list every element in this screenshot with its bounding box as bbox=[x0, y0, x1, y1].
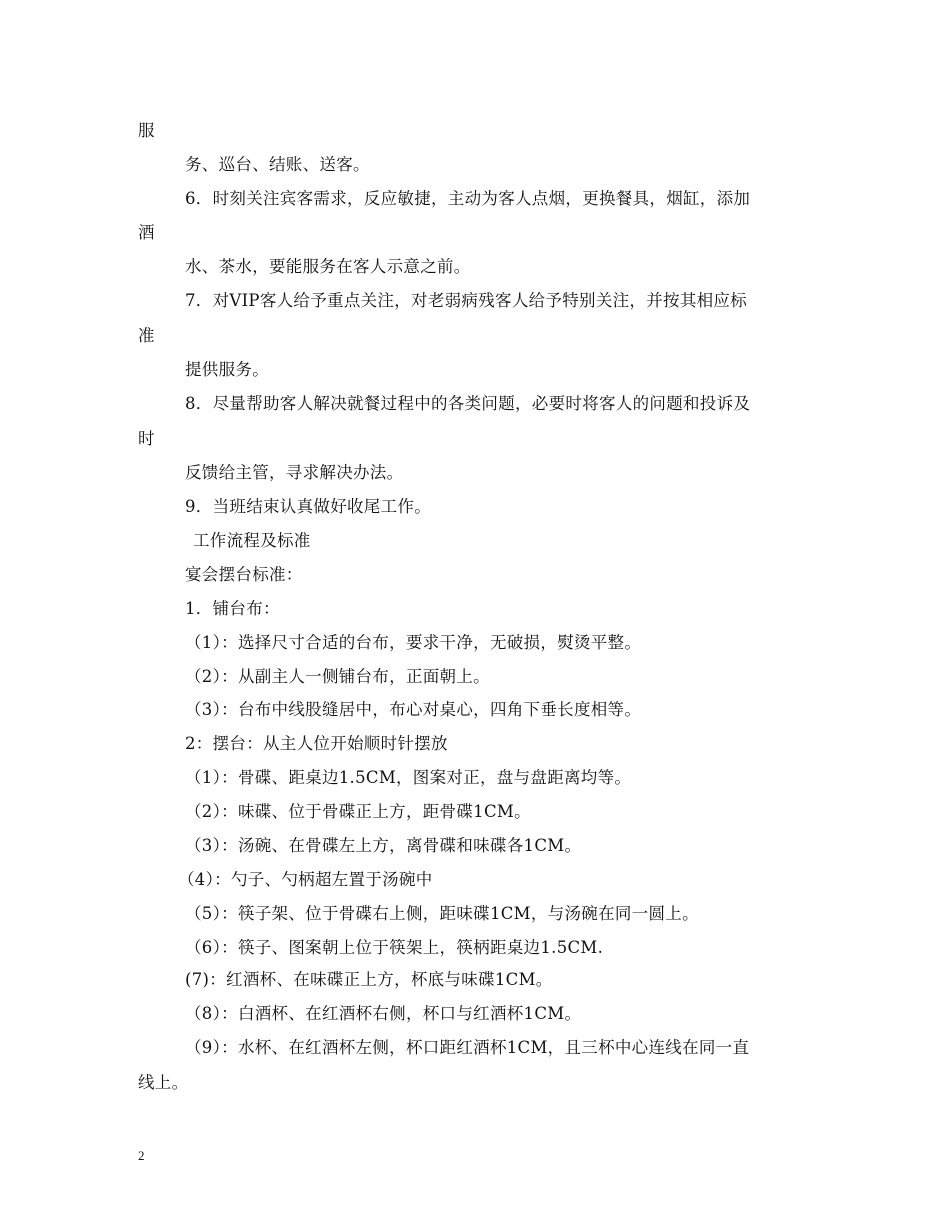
text-line: 时 bbox=[138, 429, 155, 448]
text-line: （4）：勺子、勺柄超左置于汤碗中 bbox=[178, 870, 433, 889]
text-line: 水、茶水，要能服务在客人示意之前。 bbox=[185, 257, 471, 276]
text-line: 宴会摆台标准： bbox=[185, 565, 303, 584]
text-line: （3）：汤碗、在骨碟左上方，离骨碟和味碟各1CM。 bbox=[185, 836, 582, 855]
text-line: （2）：味碟、位于骨碟正上方，距骨碟1CM。 bbox=[185, 802, 531, 821]
text-line: （5）：筷子架、位于骨碟右上侧，距味碟1CM，与汤碗在同一圆上。 bbox=[185, 904, 699, 923]
text-line: 酒 bbox=[138, 223, 155, 242]
text-line: 线上。 bbox=[138, 1073, 189, 1092]
text-line: （2）：从副主人一侧铺台布，正面朝上。 bbox=[185, 667, 490, 686]
text-line: （1）：选择尺寸合适的台布，要求干净，无破损，熨烫平整。 bbox=[185, 633, 642, 652]
text-line: （3）：台布中线股缝居中，布心对桌心，四角下垂长度相等。 bbox=[185, 700, 642, 719]
section-heading: 工作流程及标准 bbox=[193, 531, 311, 550]
text-line: 准 bbox=[138, 326, 155, 345]
page-number: 2 bbox=[138, 1148, 145, 1163]
text-line: 1．铺台布： bbox=[185, 599, 280, 618]
text-line: （1）：骨碟、距桌边1.5CM，图案对正，盘与盘距离均等。 bbox=[185, 768, 632, 787]
text-line: 务、巡台、结账、送客。 bbox=[185, 155, 370, 174]
text-line: (7)：红酒杯、在味碟正上方，杯底与味碟1CM。 bbox=[185, 970, 553, 989]
text-line: （9）：水杯、在红酒杯左侧，杯口距红酒杯1CM，且三杯中心连线在同一直 bbox=[185, 1038, 750, 1057]
text-line: 服 bbox=[138, 121, 155, 140]
text-line: 6．时刻关注宾客需求，反应敏捷，主动为客人点烟，更换餐具，烟缸，添加 bbox=[185, 189, 751, 208]
text-line: 2：摆台：从主人位开始顺时针摆放 bbox=[185, 734, 448, 753]
text-line: 反馈给主管，寻求解决办法。 bbox=[185, 463, 404, 482]
text-line: 提供服务。 bbox=[185, 360, 269, 379]
text-line: 8．尽量帮助客人解决就餐过程中的各类问题，必要时将客人的问题和投诉及 bbox=[185, 394, 751, 413]
text-line: 9．当班结束认真做好收尾工作。 bbox=[185, 497, 431, 516]
text-line: （6）：筷子、图案朝上位于筷架上，筷柄距桌边1.5CM. bbox=[185, 938, 604, 957]
text-line: 7．对VIP客人给予重点关注，对老弱病残客人给予特别关注，并按其相应标 bbox=[185, 291, 748, 310]
text-line: （8）：白酒杯、在红酒杯右侧，杯口与红酒杯1CM。 bbox=[185, 1004, 582, 1023]
